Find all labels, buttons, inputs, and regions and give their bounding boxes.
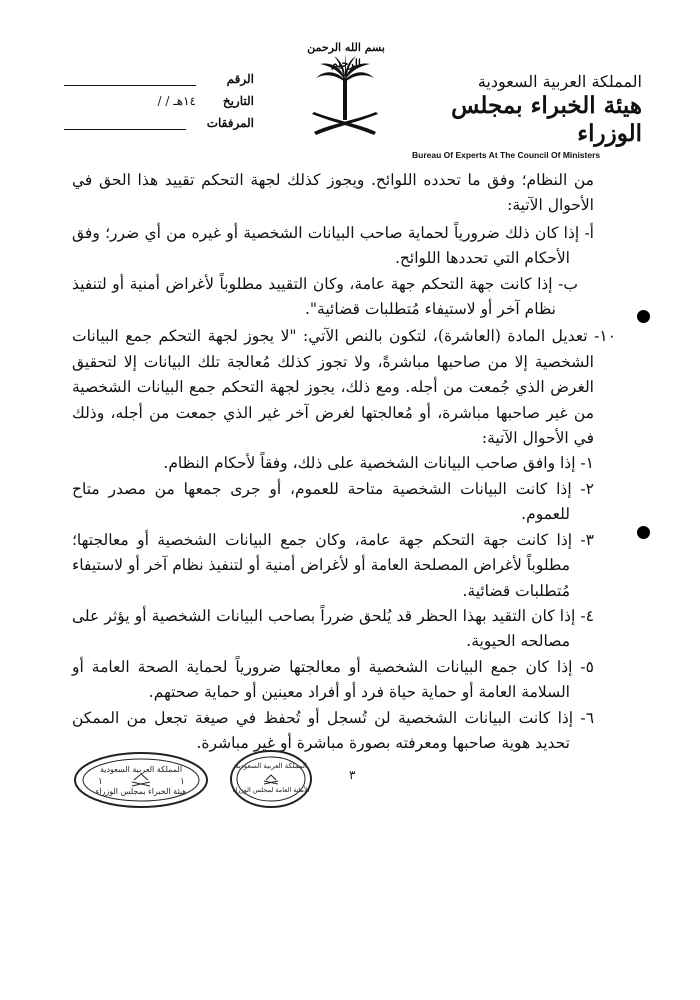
clause-b: ب- إذا كانت جهة التحكم جهة عامة، وكان التقييد مطلوباً لأغراض أمنية أو لتنفيذ نظام آخر أو لاستيفاء مُتطلبات قضائية". <box>72 274 578 319</box>
clause-a: أ- إذا كان ذلك ضرورياً لحماية صاحب البيانات الشخصية أو غيره من أي ضرر؛ وفق الأحكام التي تحددها اللوائح. <box>72 223 594 268</box>
svg-text:المملكة العربية السعودية: المملكة العربية السعودية <box>235 762 307 770</box>
date-row <box>64 94 254 116</box>
ref-number-row <box>64 72 254 94</box>
svg-text:هيئة الخبراء بمجلس الوزراء: هيئة الخبراء بمجلس الوزراء <box>95 787 187 796</box>
svg-text:المملكة العربية السعودية: المملكة العربية السعودية <box>99 765 183 774</box>
condition-5: ٥- إذا كان جمع البيانات الشخصية أو معالجتها ضرورياً لحماية الصحة العامة أو السلامة العامة أو حماية حياة فرد أو أفراد معينين أو حماية صحتهم. <box>72 657 594 702</box>
bureau-name-en: Bureau Of Experts At The Council Of Ministers <box>412 150 601 160</box>
date-value: / / ١٤هـ <box>157 94 196 108</box>
secretariat-seal <box>228 748 314 810</box>
document-body <box>72 168 616 756</box>
svg-text:١: ١ <box>180 777 185 787</box>
ref-label: الرقم <box>226 72 254 86</box>
condition-4: ٤- إذا كان التقيد بهذا الحظر قد يُلحق ضرراً بصاحب البيانات الشخصية أو يؤثر على مصالحه الحيوية. <box>72 606 594 651</box>
svg-text:الأمانة العامة لمجلس الوزراء: الأمانة العامة لمجلس الوزراء <box>232 786 310 794</box>
bureau-name-ar: هيئة الخبراء بمجلس الوزراء <box>451 92 642 147</box>
basmala: بسم الله الرحمن الرحيم <box>307 41 385 70</box>
condition-2: ٢- إذا كانت البيانات الشخصية متاحة للعموم، أو جرى جمعها من مصدر متاح للعموم. <box>72 479 594 524</box>
condition-6: ٦- إذا كانت البيانات الشخصية لن تُسجل أو تُحفظ في صيغة تجعل من الممكن تحديد هوية صاحبها ومعرفته بصورة مباشرة أو غير مباشرة. <box>72 708 595 752</box>
margin-dot <box>637 526 650 539</box>
attachments-label: المرفقات <box>206 116 254 130</box>
attachments-row <box>64 116 254 138</box>
attachments-line <box>64 129 186 130</box>
condition-1: ١- إذا وافق صاحب البيانات الشخصية على ذلك، وفقاً لأحكام النظام. <box>163 454 594 473</box>
reference-block <box>64 72 254 138</box>
date-label: التاريخ <box>222 94 254 108</box>
amendment-10: ١٠- تعديل المادة (العاشرة)، لتكون بالنص الآتي: "لا يجوز لجهة التحكم جمع البيانات الشخصية إلا من صاحبها مباشرةً، ولا تجوز كذلك مُعالجة تلك البيانات إلا لتحقيق الغرض الذي جُمعت من أجله. ومع ذلك، يجوز لجهة التحكم جمع البيانات الشخصية من غير صاحبها مباشرة، أو مُعالجتها لغرض آخر غير الذي جمعت من أجله، وذلك في الأحوال الآتية: <box>72 327 616 448</box>
intro-paragraph: من النظام؛ وفق ما تحدده اللوائح. ويجوز كذلك لجهة التحكم تقييد هذا الحق في الأحوال الآتية: <box>72 171 594 215</box>
svg-text:١: ١ <box>98 777 103 787</box>
page-number: ٣ <box>349 768 356 782</box>
country-name: المملكة العربية السعودية <box>477 72 642 91</box>
bureau-seal <box>72 750 210 810</box>
letterhead <box>412 72 642 160</box>
ref-line <box>64 85 196 86</box>
condition-3: ٣- إذا كانت جهة التحكم جهة عامة، وكان جمع البيانات الشخصية أو معالجتها؛ مطلوباً لأغراض المصلحة العامة أو لأغراض أمنية أو لتنفيذ نظام آخر أو لاستيفاء مُتطلبات قضائية. <box>72 530 594 600</box>
margin-dot <box>637 310 650 323</box>
